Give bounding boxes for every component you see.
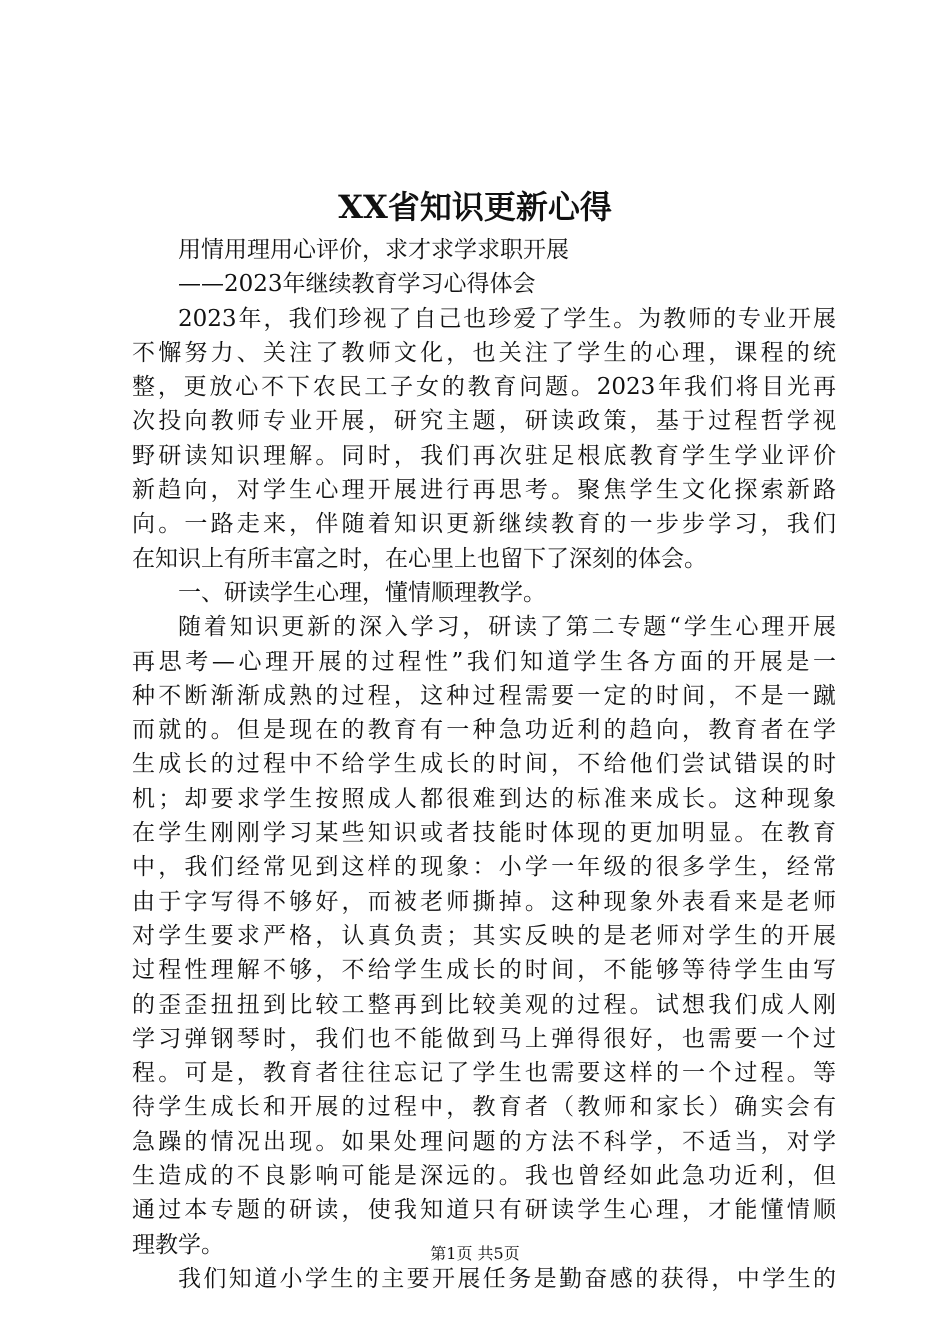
document-title: XX省知识更新心得	[338, 188, 612, 226]
body-line: 急躁的情况出现。如果处理问题的方法不科学，不适当，对学	[132, 1128, 836, 1155]
body-line: 待学生成长和开展的过程中，教育者（教师和家长）确实会有	[132, 1094, 836, 1121]
body-line: 过程性理解不够，不给学生成长的时间，不能够等待学生由写	[132, 957, 836, 984]
body-line: 用情用理用心评价，求才求学求职开展	[178, 237, 569, 263]
body-line: 在知识上有所丰富之时，在心里上也留下了深刻的体会。	[132, 545, 707, 572]
body-line: 整，更放心不下农民工子女的教育问题。2023年我们将目光再	[132, 374, 836, 401]
body-line: 在学生刚刚学习某些知识或者技能时体现的更加明显。在教育	[132, 820, 836, 847]
body-line: 种不断渐渐成熟的过程，这种过程需要一定的时间，不是一蹴	[132, 682, 836, 709]
body-line: 生造成的不良影响可能是深远的。我也曾经如此急功近利，但	[132, 1163, 836, 1190]
page-footer: 第1页 共5页	[430, 1244, 520, 1263]
body-line: 机；却要求学生按照成人都很难到达的标准来成长。这种现象	[132, 785, 836, 812]
body-line: 中，我们经常见到这样的现象：小学一年级的很多学生，经常	[132, 854, 836, 881]
body-line: 再思考—心理开展的过程性”我们知道学生各方面的开展是一	[132, 648, 836, 675]
body-line: 生成长的过程中不给学生成长的时间，不给他们尝试错误的时	[132, 751, 836, 778]
body-line: 而就的。但是现在的教育有一种急功近利的趋向，教育者在学	[132, 717, 836, 744]
body-line: 的歪歪扭扭到比较工整再到比较美观的过程。试想我们成人刚	[132, 991, 836, 1018]
body-line: 对学生要求严格，认真负责；其实反映的是老师对学生的开展	[132, 922, 836, 949]
body-line: 由于字写得不够好，而被老师撕掉。这种现象外表看来是老师	[132, 888, 836, 915]
body-line: 2023年，我们珍视了自己也珍爱了学生。为教师的专业开展	[178, 305, 836, 332]
body-line: 我们知道小学生的主要开展任务是勤奋感的获得，中学生的	[178, 1265, 836, 1292]
body-line: 野研读知识理解。同时，我们再次驻足根底教育学生学业评价	[132, 442, 836, 469]
body-line: 通过本专题的研读，使我知道只有研读学生心理，才能懂情顺	[132, 1197, 836, 1224]
body-line: 理教学。	[132, 1231, 224, 1258]
body-line: 程。可是，教育者往往忘记了学生也需要这样的一个过程。等	[132, 1060, 836, 1087]
body-line: 新趋向，对学生心理开展进行再思考。聚焦学生文化探索新路	[132, 477, 836, 504]
body-line: 随着知识更新的深入学习，研读了第二专题“学生心理开展	[178, 614, 836, 641]
document-body	[132, 233, 836, 1296]
body-line: 次投向教师专业开展，研究主题，研读政策，基于过程哲学视	[132, 408, 836, 435]
body-line: ——2023年继续教育学习心得体会	[178, 271, 536, 298]
body-line: 一、研读学生心理，懂情顺理教学。	[178, 579, 546, 606]
body-line: 向。一路走来，伴随着知识更新继续教育的一步步学习，我们	[132, 511, 836, 538]
body-line: 学习弹钢琴时，我们也不能做到马上弹得很好，也需要一个过	[132, 1025, 836, 1052]
body-line: 不懈努力、关注了教师文化，也关注了学生的心理，课程的统	[132, 339, 836, 366]
